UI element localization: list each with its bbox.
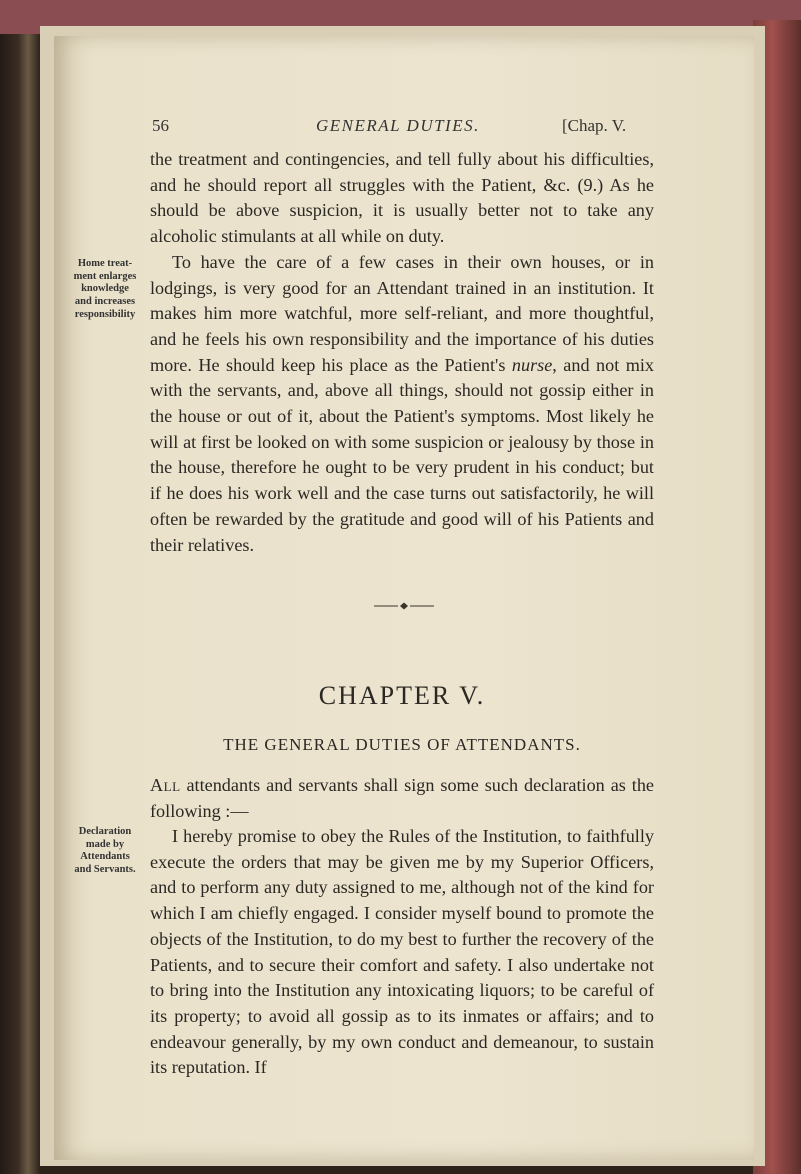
margin-note-line: Declaration: [78, 826, 132, 837]
margin-note-line: responsibility: [74, 308, 136, 320]
paragraph-declaration: [150, 824, 654, 1081]
italic-nurse: nurse: [511, 354, 553, 375]
margin-note-line: ment enlarges: [73, 270, 137, 282]
text-run: To have the care of a few cases in their own houses, or in lodgings, is very good for an Attendant trained in an institution. It makes him more watchful, more self-reliant, and more thoughtful, and he feels his own responsibility and the importance of his duties more. He should keep his place as the Patient's: [150, 251, 654, 375]
margin-note-declaration: [56, 826, 154, 877]
paragraph-intro: [150, 773, 654, 824]
margin-note-line: and increases: [74, 296, 136, 308]
text-run: , and not mix with the servants, and, above all things, should not gossip either in the house or out of it, about the Patient's symptoms. Most likely he will at first be looked on with some suspicion or jealousy by those in the house, therefore he ought to be very prudent in his conduct; but if he does his work well and the case turns out satisfactorily, he will often be rewarded by the gratitude and good will of his Patients and their relatives.: [150, 354, 654, 555]
section-divider-ornament: [374, 600, 434, 612]
text-run-smallcaps: All: [150, 775, 181, 795]
margin-note-line: made by: [85, 838, 125, 850]
page-number: 56: [152, 116, 169, 135]
declaration-text: I hereby promise to obey the Rules of the Institution, to faithfully execute the orders that may be given me by my Superior Officers, and to perform any duty assigned to me, although not of the kind for which I am chiefly engaged. I consider myself bound to promote the objects of the Institution, to do my best to further the recovery of the Patients, and to secure their comfort and safety. I also undertake not to bring into the Institution any intoxicating liquors; to be careful of its property; to avoid all gossip as to its inmates or affairs; and to endeavour generally, by my own conduct and demeanour, to sustain its reputation. If: [150, 826, 654, 1078]
chapter-reference: [Chap. V.: [562, 116, 627, 135]
margin-note-line: Home treat-: [77, 258, 133, 269]
chapter-subtitle: THE GENERAL DUTIES OF ATTENDANTS.: [223, 735, 581, 754]
paragraph-continuation: the treatment and contingencies, and tell fully about his difficulties, and he should report all struggles with the Patient, &c. (9.) As he should be above suspicion, it is usually better not to take any alcoholic stimulants at all while on duty.: [150, 149, 654, 247]
running-title: GENERAL DUTIES.: [316, 116, 480, 135]
margin-note-line: Attendants: [80, 851, 130, 863]
body-section-upper: [150, 147, 654, 558]
margin-note-line: and Servants.: [74, 864, 136, 876]
margin-note-home-treatment: [56, 258, 154, 322]
chapter-heading: CHAPTER V.: [318, 681, 486, 710]
margin-note-line: knowledge: [81, 283, 129, 295]
paragraph-home-treatment: [150, 250, 654, 558]
text-run: attendants and servants shall sign some such declaration as the following :—: [150, 775, 654, 821]
